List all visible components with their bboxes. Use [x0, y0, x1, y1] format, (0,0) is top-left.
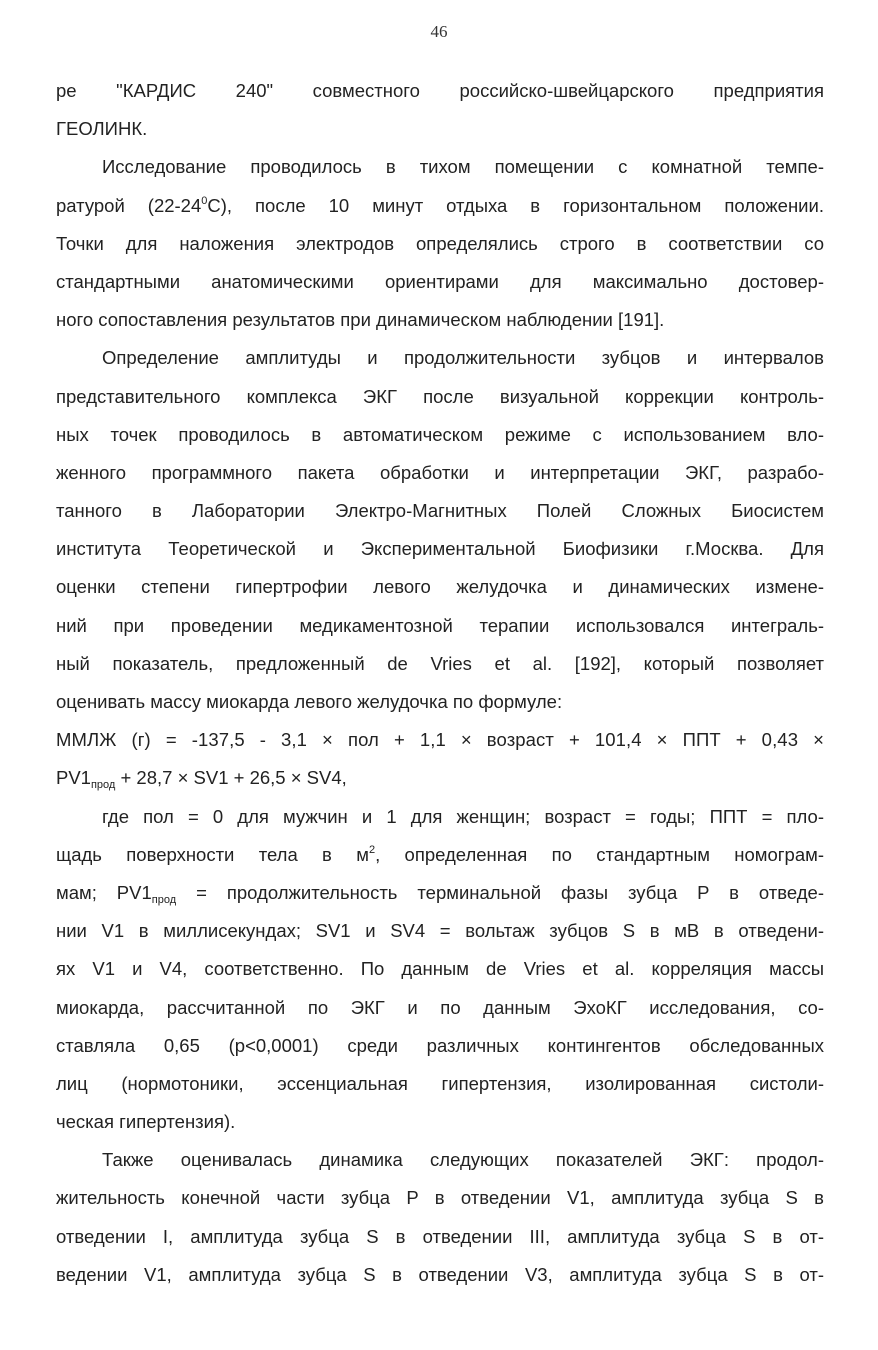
text-line: ный показатель, предложенный de Vries et al. [192], который позволяет — [56, 652, 824, 674]
text-line: жительность конечной части зубца P в отведении V1, амплитуда зубца S в — [56, 1187, 824, 1209]
text-line: Исследование проводилось в тихом помещении с комнатной темпе- — [102, 156, 824, 178]
document-body — [56, 72, 824, 1294]
text-fragment: мам; PV1 — [56, 881, 152, 903]
page-number: 46 — [430, 22, 448, 41]
text-line — [56, 874, 824, 912]
text-line: ях V1 и V4, соответственно. По данным de Vries et al. корреляция массы — [56, 958, 824, 980]
text-fragment: щадь поверхности тела в м — [56, 843, 369, 865]
formula-line — [56, 759, 824, 797]
text-line — [56, 836, 824, 874]
text-line: ведении V1, амплитуда зубца S в отведении V3, амплитуда зубца S в от- — [56, 1263, 824, 1285]
text-line: Точки для наложения электродов определялись строго в соответствии со — [56, 232, 824, 254]
text-line: института Теоретической и Экспериментальной Биофизики г.Москва. Для — [56, 538, 824, 560]
text-line: ГЕОЛИНК. — [56, 118, 148, 140]
text-line: где пол = 0 для мужчин и 1 для женщин; возраст = годы; ППТ = пло- — [102, 805, 824, 827]
text-line: Также оценивалась динамика следующих показателей ЭКГ: продол- — [102, 1149, 824, 1171]
text-line: лиц (нормотоники, эссенциальная гипертензия, изолированная систоли- — [56, 1072, 824, 1094]
text-line: Определение амплитуды и продолжительности зубцов и интервалов — [102, 347, 824, 369]
text-line: танного в Лаборатории Электро-Магнитных Полей Сложных Биосистем — [56, 500, 824, 522]
text-fragment: , определенная по стандартным номограм- — [375, 843, 824, 865]
text-line: стандартными анатомическими ориентирами для максимально достовер- — [56, 270, 824, 292]
text-line: женного программного пакета обработки и интерпретации ЭКГ, разрабо- — [56, 461, 824, 483]
superscript: 0 — [201, 194, 208, 207]
text-line: оценивать массу миокарда левого желудочка по формуле: — [56, 691, 563, 712]
formula-line: ММЛЖ (г) = -137,5 - 3,1 × пол + 1,1 × возраст + 101,4 × ППТ + 0,43 × — [56, 729, 824, 751]
text-line: ного сопоставления результатов при динамическом наблюдении [191]. — [56, 309, 665, 331]
superscript: 2 — [368, 843, 376, 856]
text-line: ческая гипертензия). — [56, 1111, 236, 1133]
text-fragment: ратурой (22-24 — [56, 194, 202, 216]
text-fragment: С), после 10 минут отдыха в горизонтальном положении. — [207, 194, 824, 216]
text-fragment: + 28,7 × SV1 + 26,5 × SV4, — [115, 767, 347, 789]
text-line: представительного комплекса ЭКГ после визуальной коррекции контроль- — [56, 385, 824, 407]
text-fragment: = продолжительность терминальной фазы зубца P в отведе- — [176, 881, 824, 903]
text-line: ставляла 0,65 (p<0,0001) среди различных контингентов обследованных — [56, 1034, 824, 1056]
text-line: миокарда, рассчитанной по ЭКГ и по данным ЭхоКГ исследования, со- — [56, 996, 824, 1018]
text-line: оценки степени гипертрофии левого желудочка и динамических измене- — [56, 576, 824, 598]
subscript: прод — [90, 779, 116, 792]
subscript: прод — [151, 893, 177, 906]
text-line: нии V1 в миллисекундах; SV1 и SV4 = вольтаж зубцов S в мВ в отведени- — [56, 920, 824, 942]
text-fragment: PV1 — [56, 767, 91, 789]
text-line: отведении I, амплитуда зубца S в отведении III, амплитуда зубца S в от- — [56, 1225, 824, 1247]
text-line: ных точек проводилось в автоматическом режиме с использованием вло- — [56, 423, 824, 445]
text-line: ре "КАРДИС 240" совместного российско-швейцарского предприятия — [56, 80, 824, 101]
text-line — [56, 187, 824, 225]
text-line: ний при проведении медикаментозной терапии использовался интеграль- — [56, 614, 824, 636]
